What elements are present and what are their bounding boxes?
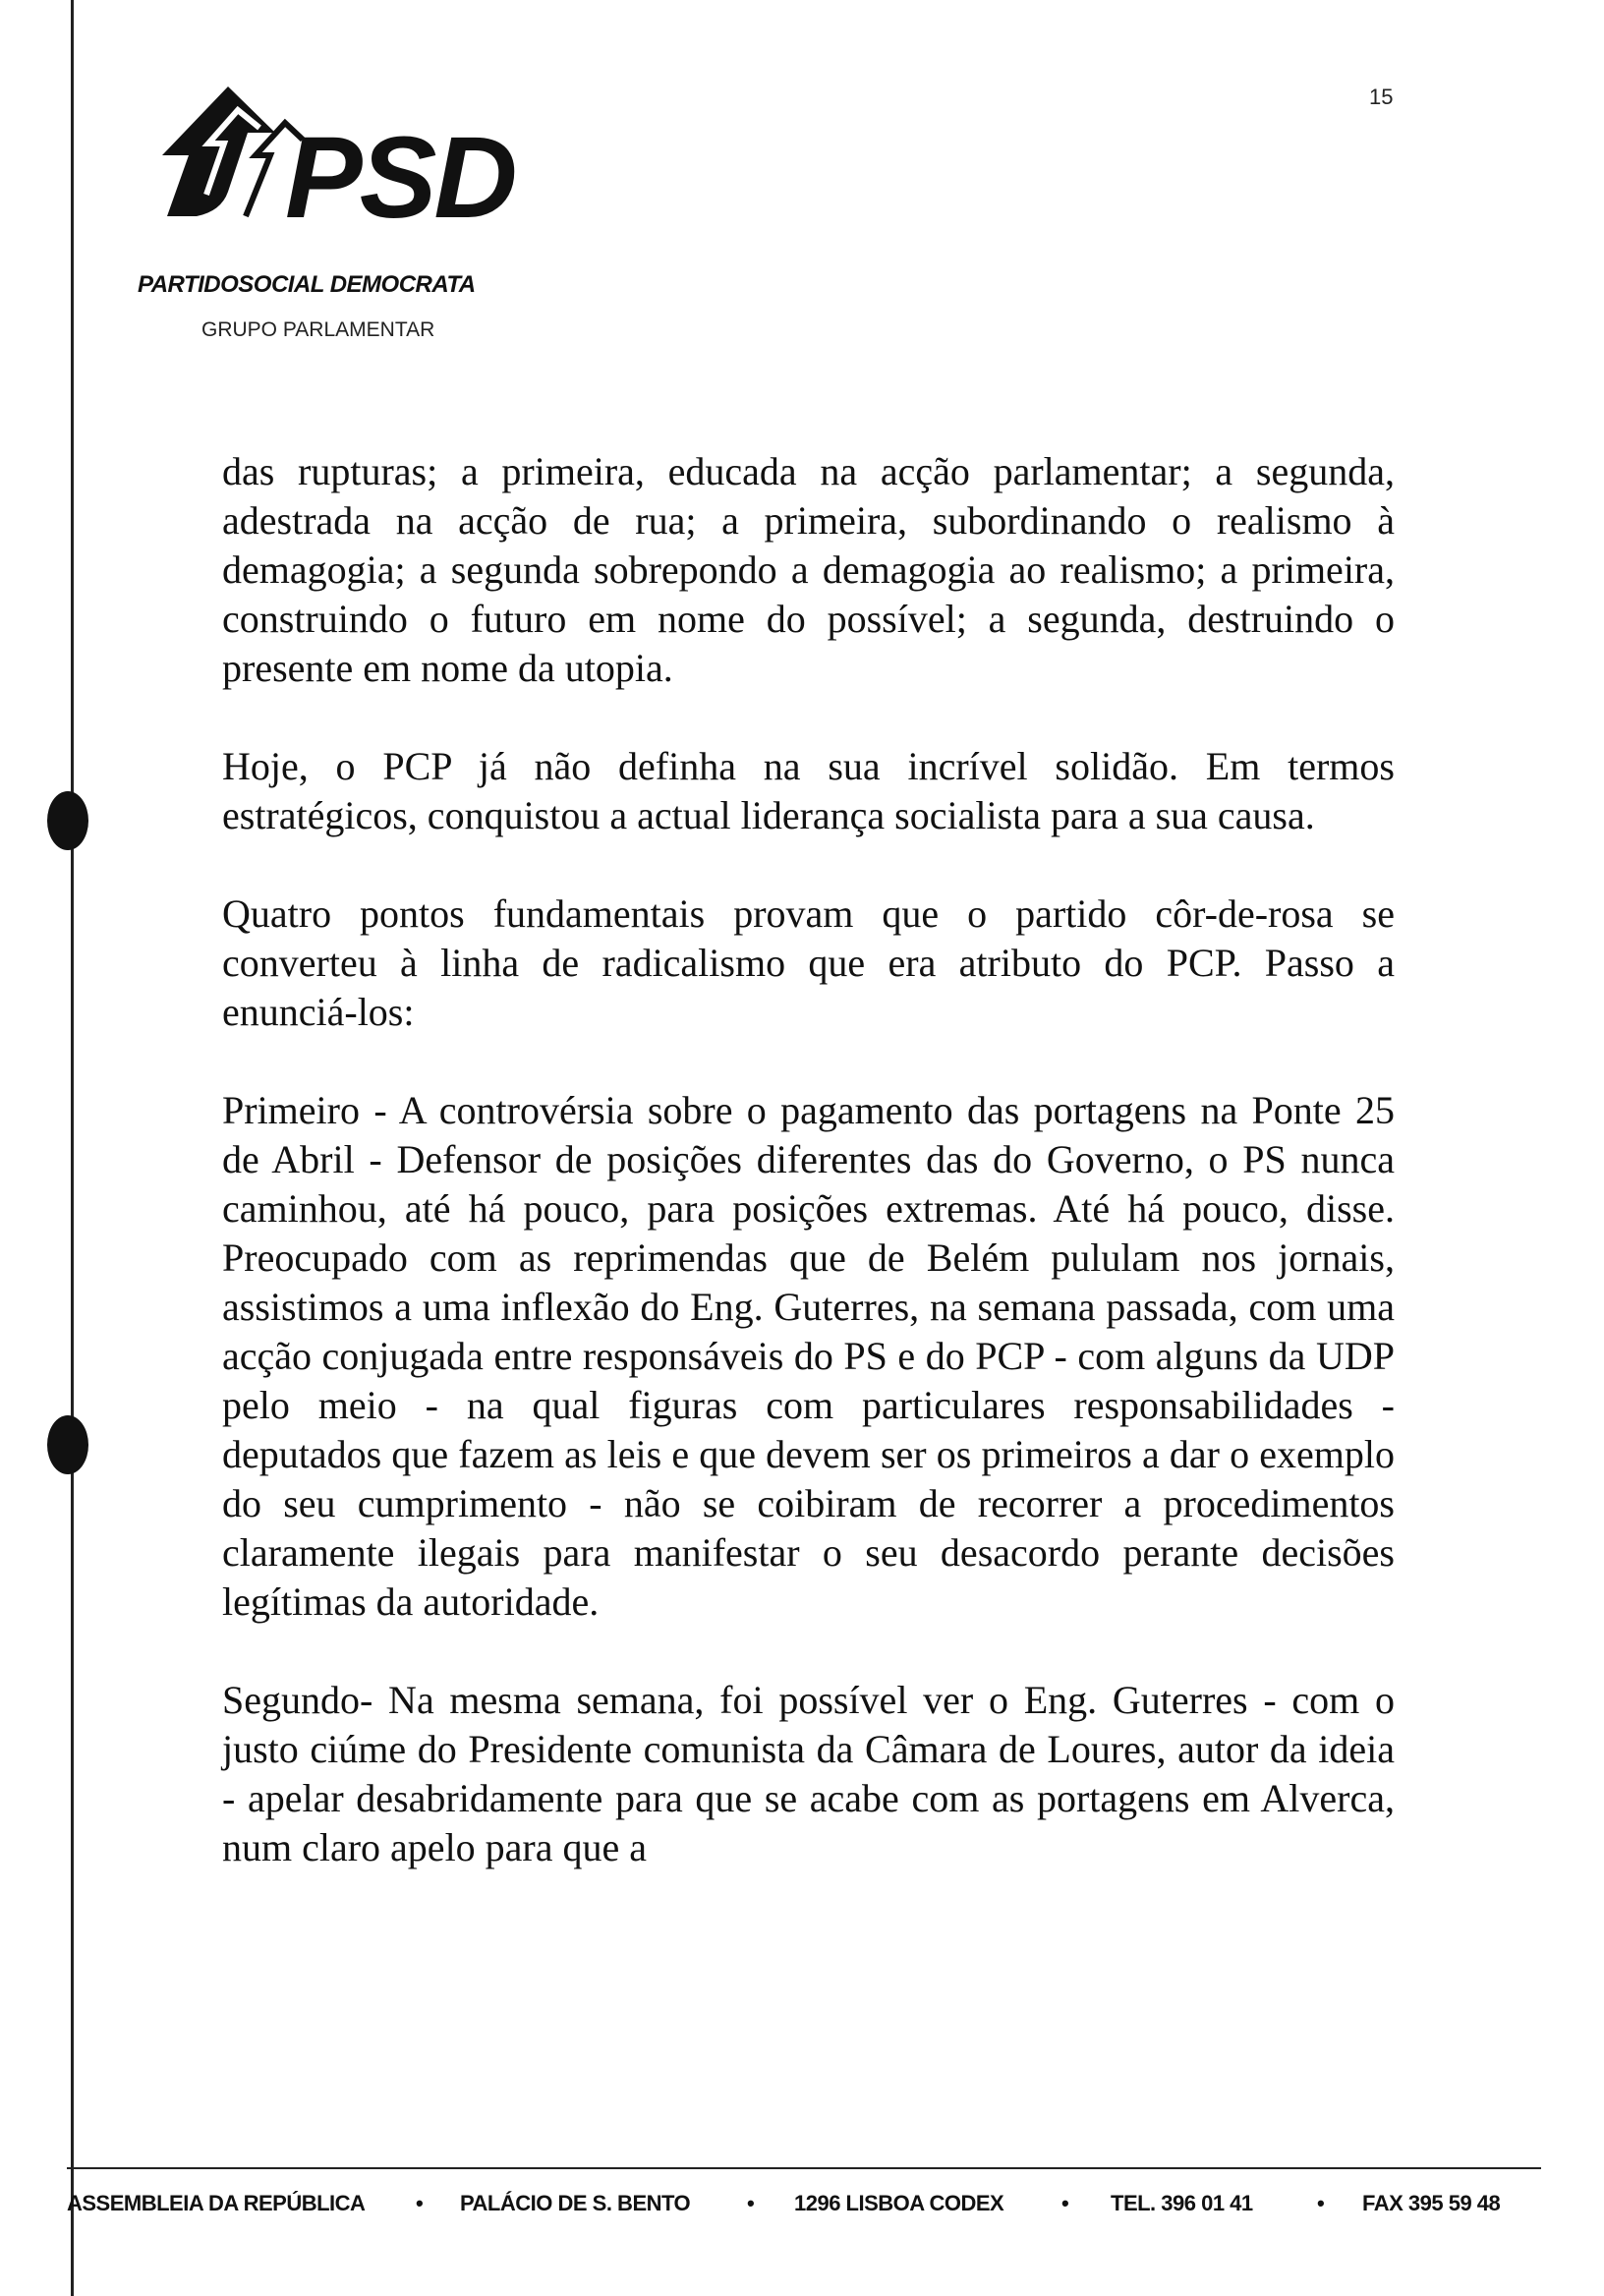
punch-hole xyxy=(47,1415,88,1474)
footer-assembly: ASSEMBLEIA DA REPÚBLICA xyxy=(67,2191,366,2215)
psd-arrow-emblem xyxy=(138,79,305,226)
footer-separator: • xyxy=(416,2191,424,2215)
footer-separator: • xyxy=(747,2191,755,2215)
party-name: PARTIDOSOCIAL DEMOCRATA xyxy=(138,271,476,298)
footer-palace: PALÁCIO DE S. BENTO xyxy=(460,2191,691,2215)
footer-fax: FAX 395 59 48 xyxy=(1362,2191,1501,2215)
footer-separator: • xyxy=(1061,2191,1069,2215)
punch-hole xyxy=(47,791,88,850)
binding-edge-line xyxy=(71,0,74,2296)
logo-wordmark: PSD xyxy=(285,113,515,243)
page-number: 15 xyxy=(1369,85,1394,109)
parliamentary-group-label: GRUPO PARLAMENTAR xyxy=(201,318,435,341)
paragraph: Hoje, o PCP já não definha na sua incrível solidão. Em termos estratégicos, conquistou a actual liderança socialista para a sua causa. xyxy=(222,744,1395,837)
footer-rule xyxy=(67,2167,1541,2169)
document-body xyxy=(222,447,1395,1922)
footer-city: 1296 LISBOA CODEX xyxy=(794,2191,1004,2215)
paragraph: das rupturas; a primeira, educada na acção parlamentar; a segunda, adestrada na acção de rua; a primeira, subordinando o realismo à demagogia; a segunda sobrepondo a demagogia ao realismo; a primeira, construindo o futuro em nome do possível; a segunda, destruindo o presente em nome da utopia. xyxy=(222,449,1395,690)
paragraph: Quatro pontos fundamentais provam que o partido côr-de-rosa se converteu à linha de radicalismo que era atributo do PCP. Passo a enunciá-los: xyxy=(222,891,1395,1034)
paragraph: Segundo- Na mesma semana, foi possível ver o Eng. Guterres - com o justo ciúme do Presidente comunista da Câmara de Loures, autor da ideia - apelar desabridamente para que se acabe com as portagens em Alverca, num claro apelo para que a xyxy=(222,1678,1395,1869)
paragraph: Primeiro - A controvérsia sobre o pagamento das portagens na Ponte 25 de Abril - Defensor de posições diferentes das do Governo, o PS nunca caminhou, até há pouco, para posições extremas. Até há pouco, disse. Preocupado com as reprimendas que de Belém pululam nos jornais, assistimos a uma inflexão do Eng. Guterres, na semana passada, com uma acção conjugada entre responsáveis do PS e do PCP - com alguns da UDP pelo meio - na qual figuras com particulares responsabilidades - deputados que fazem as leis e que devem ser os primeiros a dar o exemplo do seu cumprimento - não se coibiram de recorrer a procedimentos claramente ilegais para manifestar o seu desacordo perante decisões legítimas da autoridade. xyxy=(222,1088,1395,1624)
letterhead-footer xyxy=(67,2191,1541,2230)
psd-logo xyxy=(138,79,609,243)
footer-phone: TEL. 396 01 41 xyxy=(1111,2191,1253,2215)
footer-separator: • xyxy=(1317,2191,1325,2215)
